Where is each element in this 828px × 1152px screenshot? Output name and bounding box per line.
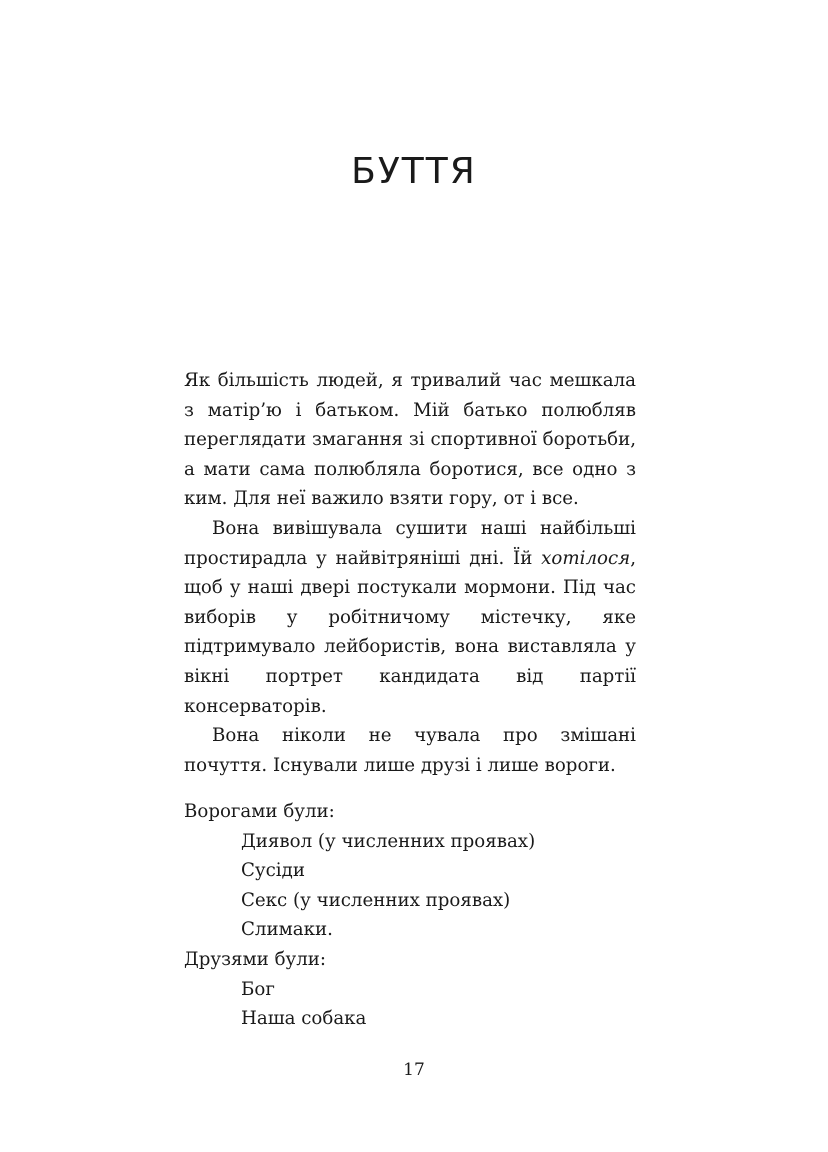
friends-heading: Друзями були: [184, 948, 327, 970]
list-item: Слимаки. [241, 919, 333, 941]
enemies-list [184, 827, 636, 945]
paragraph-3: Вона ніколи не чувала про змішані почуття. Існували лише друзі і лише вороги. [184, 725, 636, 776]
list-item: Наша собака [241, 1008, 367, 1030]
paragraph-2 [184, 514, 636, 721]
body-text [184, 366, 636, 780]
list-item: Бог [241, 978, 275, 1000]
paragraph-1: Як більшість людей, я тривалий час мешкала з матір’ю і батьком. Мій батько полюбляв переглядати змагання зі спортивної боротьби, а мати сама полюбляла боротися, все одно з ким. Для неї важило взяти гору, от і все. [184, 370, 636, 510]
enemies-heading: Ворогами були: [184, 801, 335, 822]
paragraph-2-after: , щоб у наші двері постукали мормони. Під час виборів у робітничому містечку, яке підтримувало лейбористів, вона виставляла у вікні портрет кандидата від партії консерваторів. [184, 547, 636, 717]
list-item: Секс (у численних проявах) [241, 889, 511, 911]
page-number: 17 [403, 1060, 425, 1080]
paragraph-2-before: Вона вивішувала сушити наші найбільші простирадла у найвітряніші дні. Їй [184, 517, 636, 569]
list-item: Сусіди [241, 860, 305, 882]
paragraph-2-emphasis: хотілося [541, 547, 631, 569]
enemies-friends-list [184, 797, 636, 1034]
list-item: Диявол (у численних проявах) [241, 830, 536, 852]
chapter-title: БУТТЯ [351, 151, 477, 192]
friends-list [184, 975, 636, 1034]
